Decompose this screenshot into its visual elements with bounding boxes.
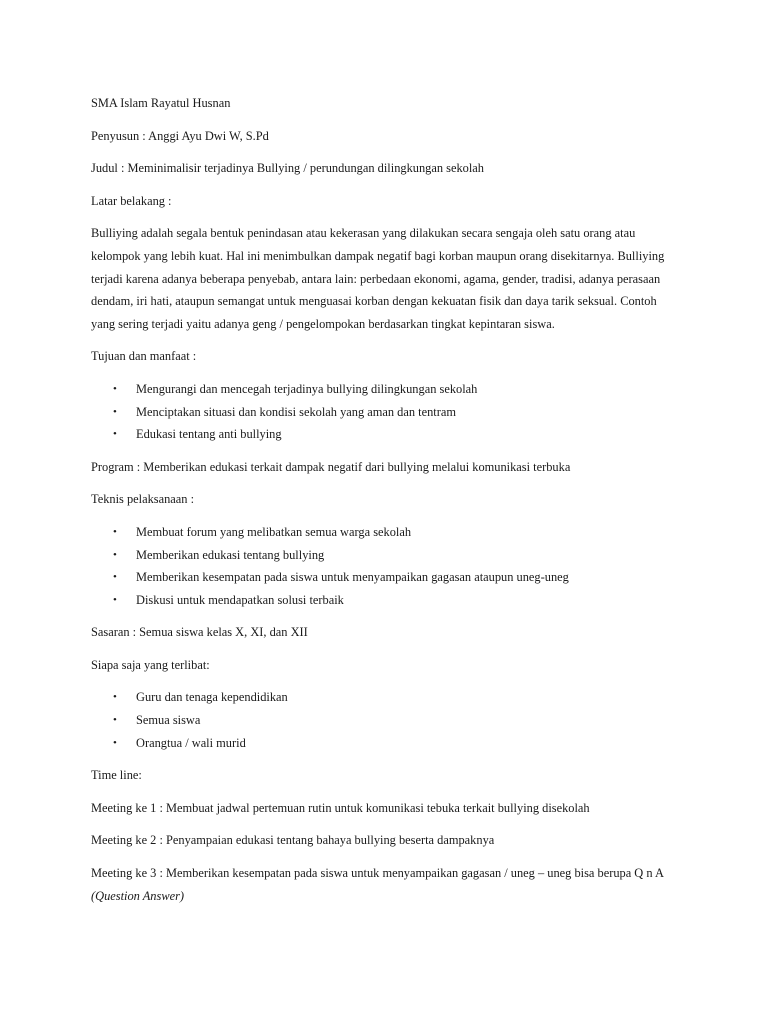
- list-item-text: Menciptakan situasi dan kondisi sekolah yang aman dan tentram: [136, 404, 457, 419]
- list-item: [91, 589, 691, 612]
- list-item: [91, 732, 691, 755]
- list-item-text: Guru dan tenaga kependidikan: [136, 690, 288, 705]
- bullet-icon: •: [113, 691, 117, 704]
- bullet-icon: •: [113, 525, 117, 538]
- bullet-icon: •: [113, 548, 117, 561]
- bullet-icon: •: [113, 405, 117, 418]
- author-line: Penyusun : Anggi Ayu Dwi W, S.Pd: [91, 128, 269, 143]
- list-item-text: Membuat forum yang melibatkan semua warga sekolah: [136, 524, 412, 539]
- list-item: [91, 544, 691, 567]
- bullet-icon: •: [113, 714, 117, 727]
- bullet-icon: •: [113, 382, 117, 395]
- list-item-text: Semua siswa: [136, 713, 201, 728]
- list-item: [91, 686, 691, 709]
- list-item: [91, 423, 691, 446]
- school-name: SMA Islam Rayatul Husnan: [91, 96, 231, 110]
- background-line: Bulliying adalah segala bentuk penindasan atau kekerasan yang dilakukan secara sengaja oleh satu orang atau: [91, 226, 636, 241]
- goals-list: [91, 378, 691, 446]
- list-item-text: Mengurangi dan mencegah terjadinya bullying dilingkungan sekolah: [136, 381, 478, 396]
- bullet-icon: •: [113, 736, 117, 749]
- meeting-3: [91, 862, 691, 907]
- bullet-icon: •: [113, 571, 117, 584]
- background-heading: Latar belakang :: [91, 193, 172, 208]
- background-line: dendam, iri hati, ataupun semangat untuk menguasai korban dengan kekuatan fisik dan daya tarik seksual. Contoh: [91, 294, 657, 309]
- background-line: terjadi karena adanya beberapa penyebab, antara lain: perbedaan ekonomi, agama, gender, tradisi, adanya perasaan: [91, 271, 661, 286]
- meeting-3-text: Meeting ke 3 : Memberikan kesempatan pada siswa untuk menyampaikan gagasan / uneg – uneg bisa berupa Q n A: [91, 866, 664, 881]
- technique-heading: Teknis pelaksanaan :: [91, 492, 195, 507]
- bullet-icon: •: [113, 593, 117, 606]
- list-item: [91, 709, 691, 732]
- list-item: [91, 521, 691, 544]
- meeting-3-note: (Question Answer): [91, 888, 185, 903]
- list-item-text: Orangtua / wali murid: [136, 735, 246, 750]
- background-paragraph: [91, 222, 691, 335]
- list-item-text: Memberikan kesempatan pada siswa untuk menyampaikan gagasan ataupun uneg-uneg: [136, 570, 569, 585]
- meeting-1: Meeting ke 1 : Membuat jadwal pertemuan rutin untuk komunikasi tebuka terkait bullying disekolah: [91, 800, 590, 815]
- list-item: [91, 401, 691, 424]
- involved-heading: Siapa saja yang terlibat:: [91, 657, 210, 672]
- involved-list: [91, 686, 691, 754]
- goals-heading: Tujuan dan manfaat :: [91, 349, 197, 364]
- background-line: yang sering terjadi yaitu adanya geng / pengelompokan berdasarkan tingkat kepintaran siswa.: [91, 316, 555, 331]
- timeline-heading: Time line:: [91, 768, 142, 783]
- list-item-text: Memberikan edukasi tentang bullying: [136, 547, 325, 562]
- list-item: [91, 566, 691, 589]
- meeting-2: Meeting ke 2 : Penyampaian edukasi tentang bahaya bullying beserta dampaknya: [91, 833, 495, 848]
- document-body: [91, 92, 691, 907]
- list-item: [91, 378, 691, 401]
- technique-list: [91, 521, 691, 611]
- target-line: Sasaran : Semua siswa kelas X, XI, dan XII: [91, 625, 308, 640]
- background-line: kelompok yang lebih kuat. Hal ini menimbulkan dampak negatif bagi korban maupun orang disekitarnya. Bulliying: [91, 248, 665, 263]
- list-item-text: Diskusi untuk mendapatkan solusi terbaik: [136, 592, 344, 607]
- bullet-icon: •: [113, 428, 117, 441]
- list-item-text: Edukasi tentang anti bullying: [136, 427, 282, 442]
- program-line: Program : Memberikan edukasi terkait dampak negatif dari bullying melalui komunikasi terbuka: [91, 459, 571, 474]
- title-line: Judul : Meminimalisir terjadinya Bullying / perundungan dilingkungan sekolah: [91, 161, 485, 176]
